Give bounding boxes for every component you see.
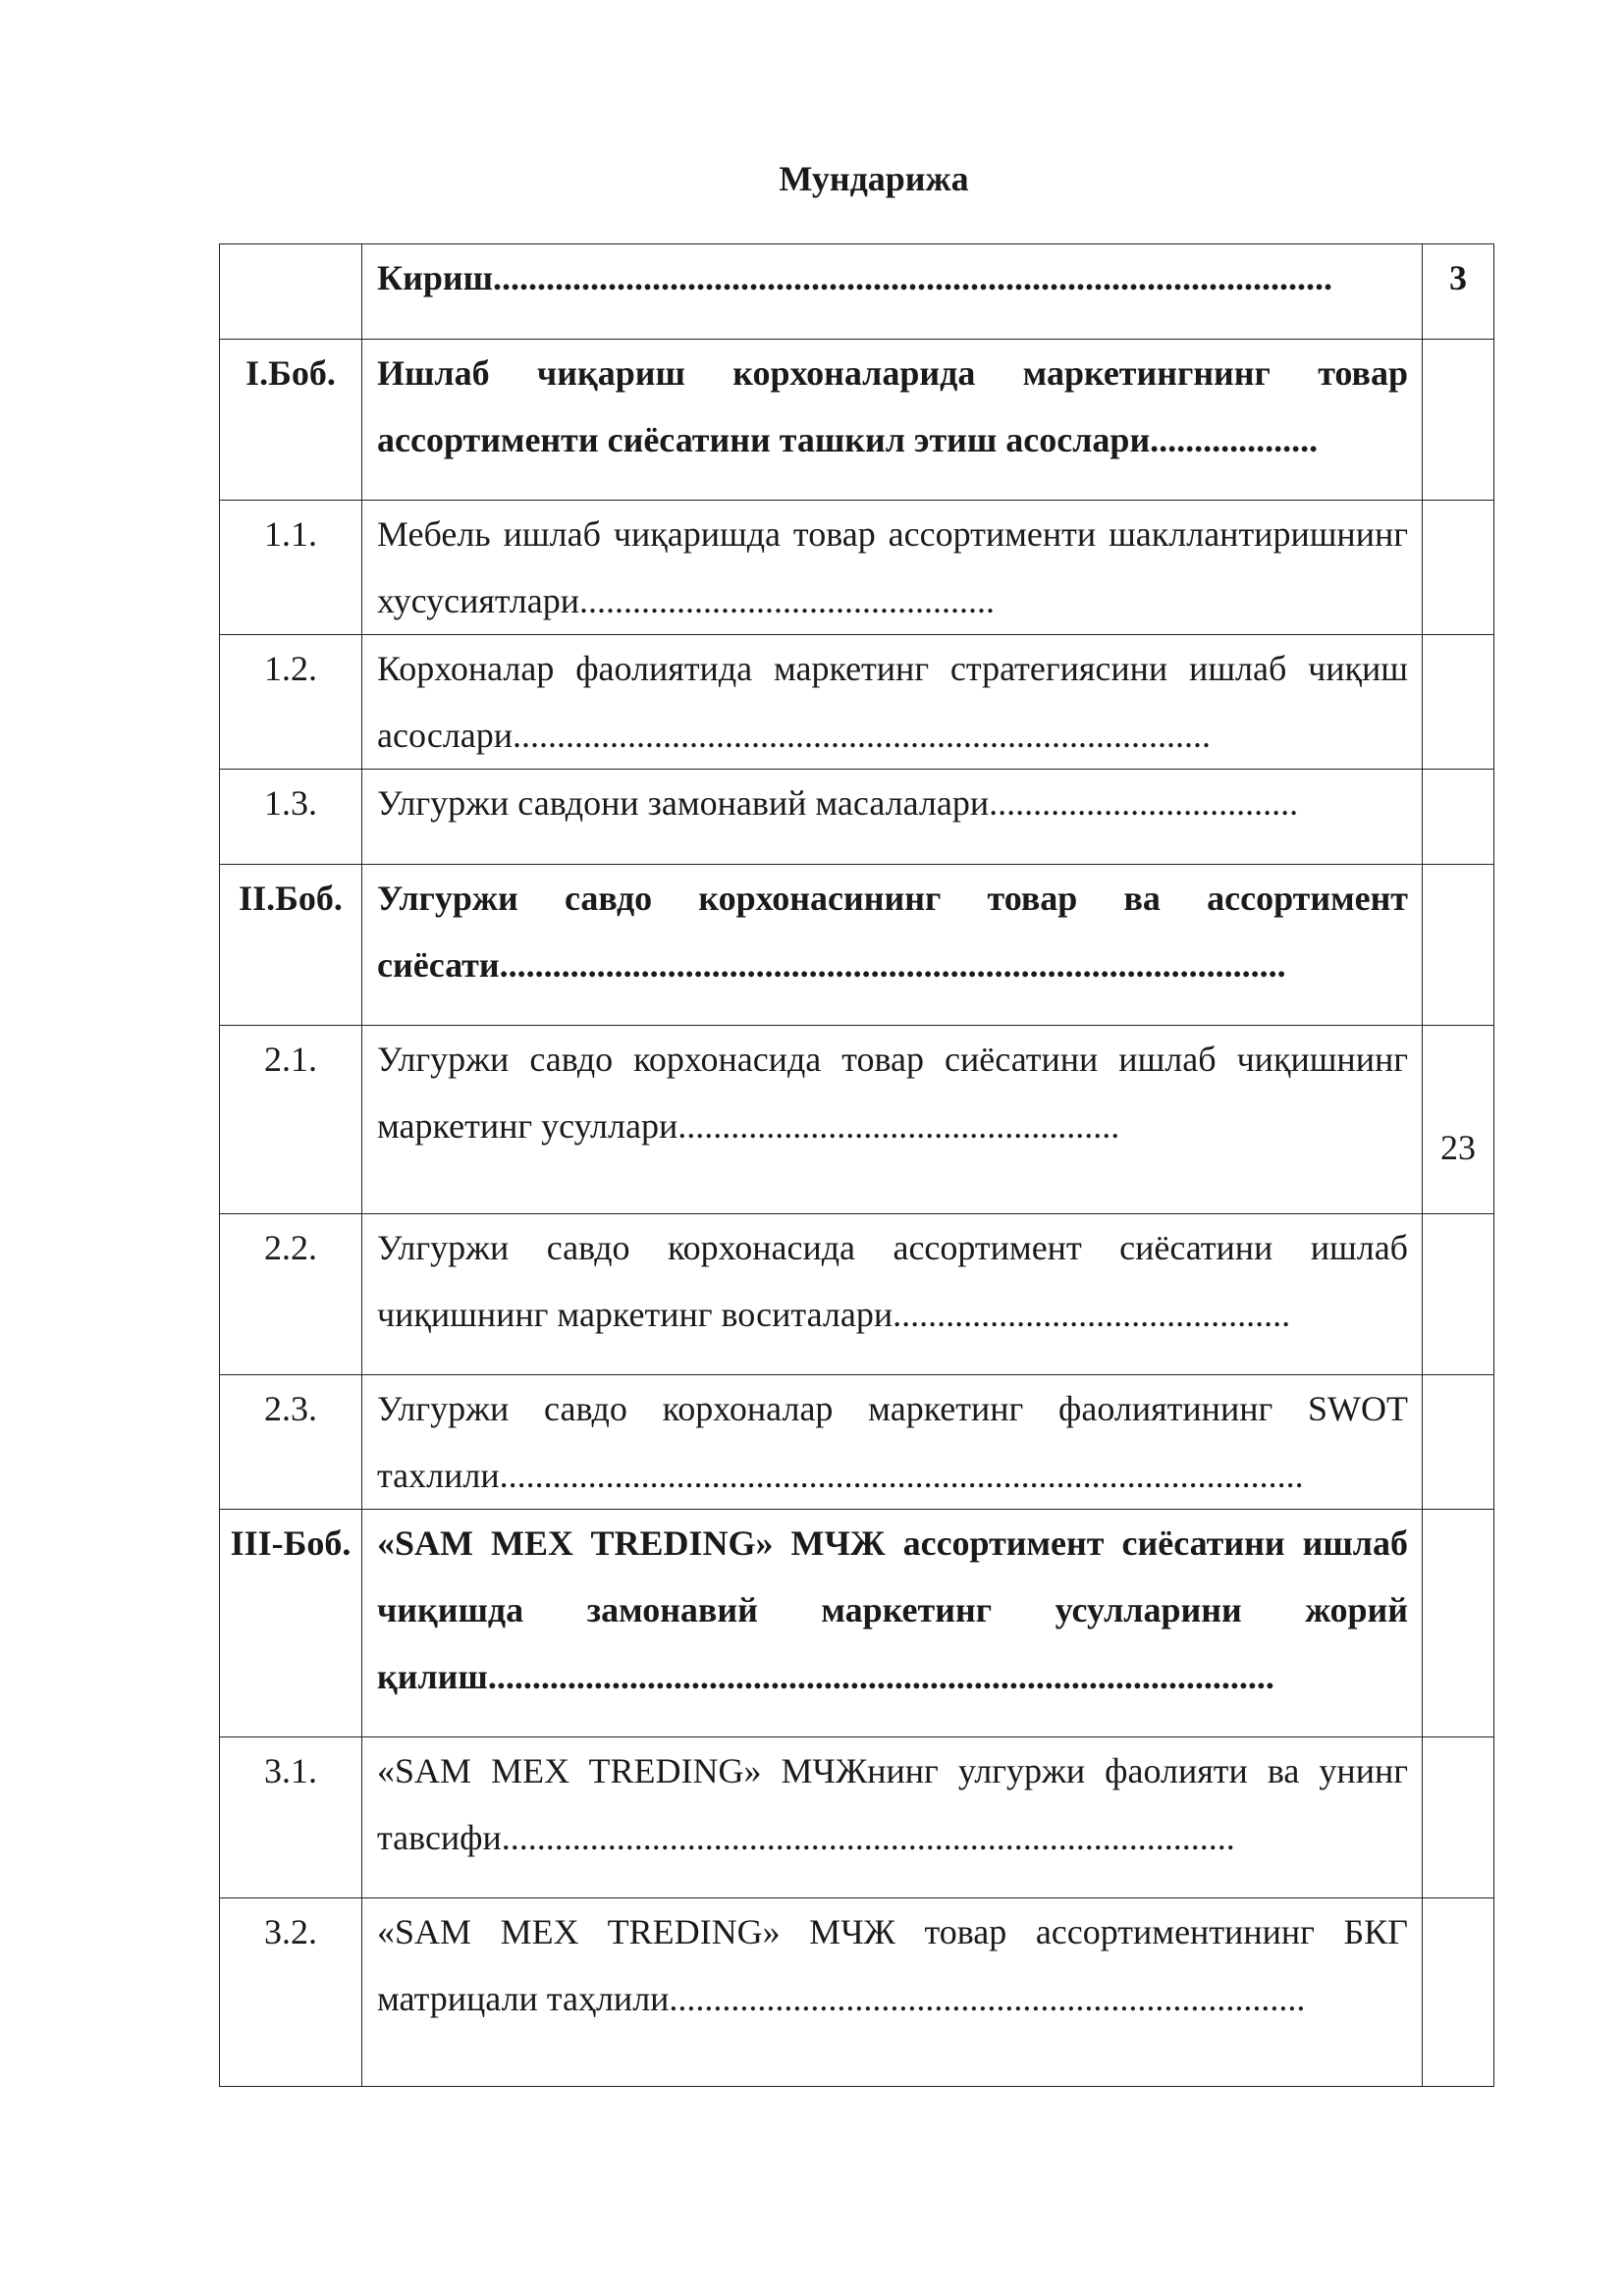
toc-page-number <box>1423 635 1494 770</box>
toc-entry-text: «SAM MEX TREDING» МЧЖ ассортимент сиёсатини ишлаб чиқишда замонавий маркетинг усулларини жорий қилиш......................................................................................... <box>362 1510 1423 1737</box>
toc-row-chapter-3 <box>220 1510 1494 1737</box>
toc-row-chapter-1 <box>220 340 1494 501</box>
toc-row-intro <box>220 244 1494 340</box>
toc-page-label: 23 <box>1440 1128 1476 1167</box>
toc-row-1-3 <box>220 770 1494 865</box>
toc-page-number <box>1423 340 1494 501</box>
toc-number: II.Боб. <box>220 865 362 1026</box>
toc-page-number <box>1423 1026 1494 1214</box>
toc-entry-text: Улгуржи савдо корхонасининг товар ва ассортимент сиёсати......................................................................................... <box>362 865 1423 1026</box>
toc-row-2-2 <box>220 1214 1494 1375</box>
toc-entry-label: Кириш............................................................................................... <box>377 258 1333 297</box>
toc-number: 1.3. <box>220 770 362 865</box>
toc-entry-text <box>362 770 1423 865</box>
toc-number: 3.2. <box>220 1898 362 2087</box>
toc-row-1-1 <box>220 501 1494 635</box>
toc-number: 3.1. <box>220 1737 362 1898</box>
toc-entry-text: «SAM MEX TREDING» МЧЖ товар ассортиментининг БКГ матрицали таҳлили........................................................................ <box>362 1898 1423 2087</box>
toc-page-number <box>1423 1737 1494 1898</box>
toc-entry-text <box>362 244 1423 340</box>
page-title: Мундарижа <box>779 159 969 198</box>
toc-entry-text: Корхоналар фаолиятида маркетинг стратегиясини ишлаб чиқиш асослари............................................................................... <box>362 635 1423 770</box>
toc-row-1-2 <box>220 635 1494 770</box>
toc-page-number <box>1423 1898 1494 2087</box>
toc-number <box>220 244 362 340</box>
toc-entry-label: Улгуржи савдони замонавий масалалари................................... <box>377 783 1299 823</box>
toc-number: 1.1. <box>220 501 362 635</box>
toc-entry-text: Ишлаб чиқариш корхоналарида маркетингнинг товар ассортименти сиёсатини ташкил этиш асослари................... <box>362 340 1423 501</box>
toc-page-number <box>1423 501 1494 635</box>
toc-page-number <box>1423 865 1494 1026</box>
toc-page-number <box>1423 770 1494 865</box>
toc-row-2-1 <box>220 1026 1494 1214</box>
toc-number: I.Боб. <box>220 340 362 501</box>
toc-page-number <box>1423 1214 1494 1375</box>
toc-row-3-2 <box>220 1898 1494 2087</box>
toc-number: 1.2. <box>220 635 362 770</box>
toc-number: 2.3. <box>220 1375 362 1510</box>
toc-entry-text: Улгуржи савдо корхонасида товар сиёсатини ишлаб чиқишнинг маркетинг усуллари.................................................. <box>362 1026 1423 1214</box>
toc-number: 2.2. <box>220 1214 362 1375</box>
toc-entry-text: Улгуржи савдо корхоналар маркетинг фаолиятининг SWOT тахлили........................................................................................... <box>362 1375 1423 1510</box>
toc-row-2-3 <box>220 1375 1494 1510</box>
toc-number: III-Боб. <box>220 1510 362 1737</box>
toc-row-3-1 <box>220 1737 1494 1898</box>
toc-entry-text: Улгуржи савдо корхонасида ассортимент сиёсатини ишлаб чиқишнинг маркетинг воситалари............................................. <box>362 1214 1423 1375</box>
table-of-contents <box>219 243 1494 2087</box>
toc-entry-text: Мебель ишлаб чиқаришда товар ассортименти шакллантиришнинг хусусиятлари............................................... <box>362 501 1423 635</box>
toc-entry-text: «SAM MEX TREDING» МЧЖнинг улгуржи фаолияти ва унинг тавсифи................................................................................... <box>362 1737 1423 1898</box>
toc-page-number: 3 <box>1423 244 1494 340</box>
toc-page-number <box>1423 1510 1494 1737</box>
toc-page-number <box>1423 1375 1494 1510</box>
toc-number: 2.1. <box>220 1026 362 1214</box>
toc-row-chapter-2 <box>220 865 1494 1026</box>
